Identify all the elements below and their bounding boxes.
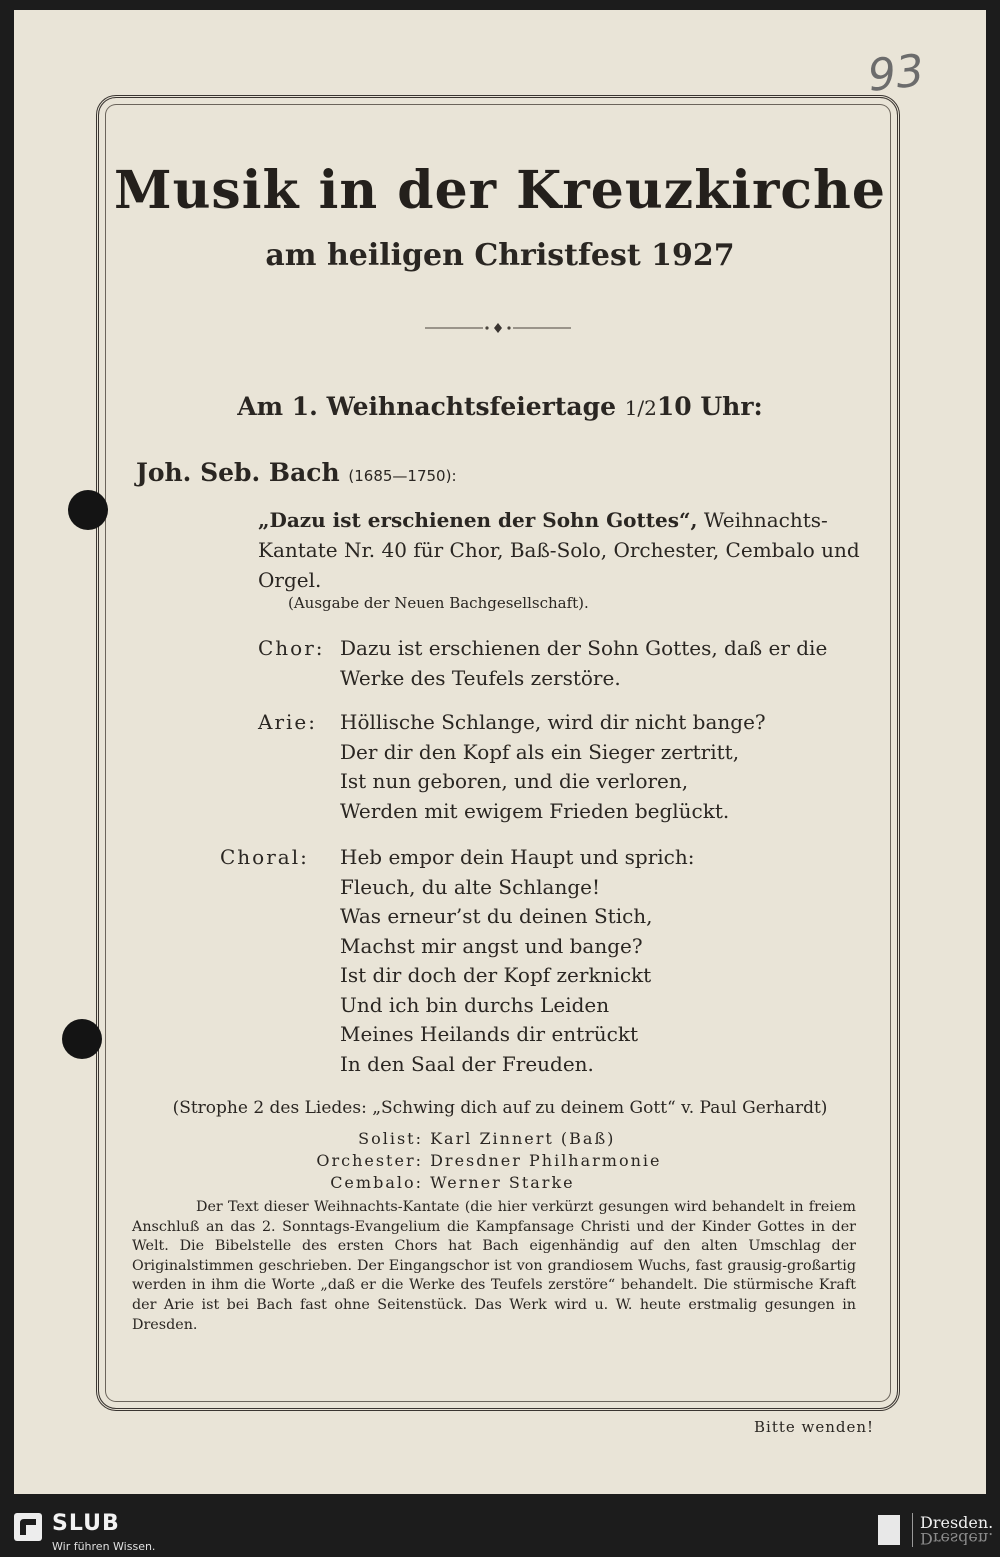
work-title: „Dazu ist erschienen der Sohn Gottes“,	[258, 508, 698, 532]
text-line: Ist dir doch der Kopf zerknickt	[340, 963, 652, 987]
dresden-crest-icon	[878, 1515, 900, 1545]
credit-row	[308, 1172, 662, 1194]
document-title: Musik in der Kreuzkirche	[114, 160, 886, 221]
turn-page-note: Bitte wenden!	[754, 1418, 875, 1436]
viewer-footer	[0, 1507, 1000, 1557]
text-line: In den Saal der Freuden.	[340, 1051, 594, 1076]
work-details: Weihnachts-Kantate Nr. 40 für Chor, Baß-Solo, Orchester, Cembalo und Orgel.	[258, 508, 860, 592]
text-line: Dazu ist erschienen der Sohn Gottes, daß er die	[340, 636, 828, 660]
text-line: Der dir den Kopf als ein Sieger zertritt,	[340, 739, 740, 764]
text-line: Ist nun geboren, und die verloren,	[340, 769, 689, 793]
library-name[interactable]: SLUB	[52, 1511, 120, 1536]
text-line: Meines Heilands dir entrückt	[340, 1022, 639, 1046]
section-choral	[220, 843, 880, 1083]
section-lines	[340, 634, 827, 693]
city-name[interactable]: Dresden.	[920, 1513, 994, 1532]
section-label: Chor:	[258, 636, 325, 660]
credit-row	[308, 1150, 662, 1172]
section-label: Arie:	[258, 710, 317, 734]
section-lines	[340, 708, 766, 826]
text-line: Und ich bin durchs Leiden	[340, 992, 610, 1017]
service-time: 10 Uhr:	[656, 392, 763, 421]
service-heading	[100, 392, 900, 421]
pencil-annotation: 93	[865, 45, 927, 102]
footer-separator	[912, 1513, 913, 1547]
divider-ornament-icon	[425, 318, 571, 338]
punch-hole-top	[68, 490, 108, 530]
section-chor	[258, 634, 878, 694]
credit-role: Solist:	[358, 1129, 423, 1148]
text-line: Was erneur’st du deinen Stich,	[340, 904, 653, 928]
composer-name: Joh. Seb. Bach	[136, 458, 340, 487]
library-tagline: Wir führen Wissen.	[52, 1540, 156, 1553]
program-note: Der Text dieser Weihnachts-Kantate (die hier verkürzt gesungen wird behandelt in freiem Anschluß an das 2. Sonntags-Evangelium die Kampfansage Christi und der Kinder Gottes in der Welt. Die Bibelstelle des ersten Chors hat Bach eigenhändig auf den alten Umschlag der Originalstimmen geschrieben. Der Eingangschor ist von grandiosem Wuchs, fast grausig-großartig werden in ihm die Worte „daß er die Werke des Teufels zerstöre“ behandelt. Die stürmische Kraft der Arie ist bei Bach fast ohne Seitenstück. Das Werk wird u. W. heute erstmalig gesungen in Dresden.	[132, 1199, 856, 1333]
work-description	[258, 505, 868, 595]
section-lines	[340, 843, 694, 1079]
work-edition: (Ausgabe der Neuen Bachgesellschaft).	[288, 594, 589, 612]
credit-role: Cembalo:	[330, 1173, 423, 1192]
service-fraction: 1/2	[624, 396, 657, 420]
city-name-mirrored: Dresden.	[920, 1529, 994, 1548]
service-day: Am 1. Weihnachtsfeiertage	[237, 392, 616, 421]
credit-role: Orchester:	[316, 1151, 423, 1170]
composer-dates: (1685—1750):	[348, 467, 457, 485]
punch-hole-bottom	[62, 1019, 102, 1059]
slub-logo-icon[interactable]	[14, 1513, 42, 1541]
performer-credits	[308, 1128, 662, 1194]
text-line: Werden mit ewigem Frieden beglückt.	[340, 798, 730, 823]
composer-line	[136, 458, 457, 487]
section-label: Choral:	[220, 845, 309, 869]
text-line: Machst mir angst und bange?	[340, 933, 643, 958]
credit-name: Dresdner Philharmonie	[430, 1151, 662, 1170]
credit-name: Karl Zinnert (Baß)	[430, 1129, 616, 1148]
strophe-note: (Strophe 2 des Liedes: „Schwing dich auf zu deinem Gott“ v. Paul Gerhardt)	[172, 1098, 828, 1118]
credit-name: Werner Starke	[430, 1173, 575, 1192]
credit-row	[308, 1128, 662, 1150]
text-line: Fleuch, du alte Schlange!	[340, 874, 601, 899]
text-line: Werke des Teufels zerstöre.	[340, 665, 621, 690]
text-line: Heb empor dein Haupt und sprich:	[340, 845, 695, 869]
document-subtitle: am heiligen Christfest 1927	[265, 238, 735, 273]
section-arie	[258, 708, 878, 828]
text-line: Höllische Schlange, wird dir nicht bange?	[340, 710, 766, 734]
